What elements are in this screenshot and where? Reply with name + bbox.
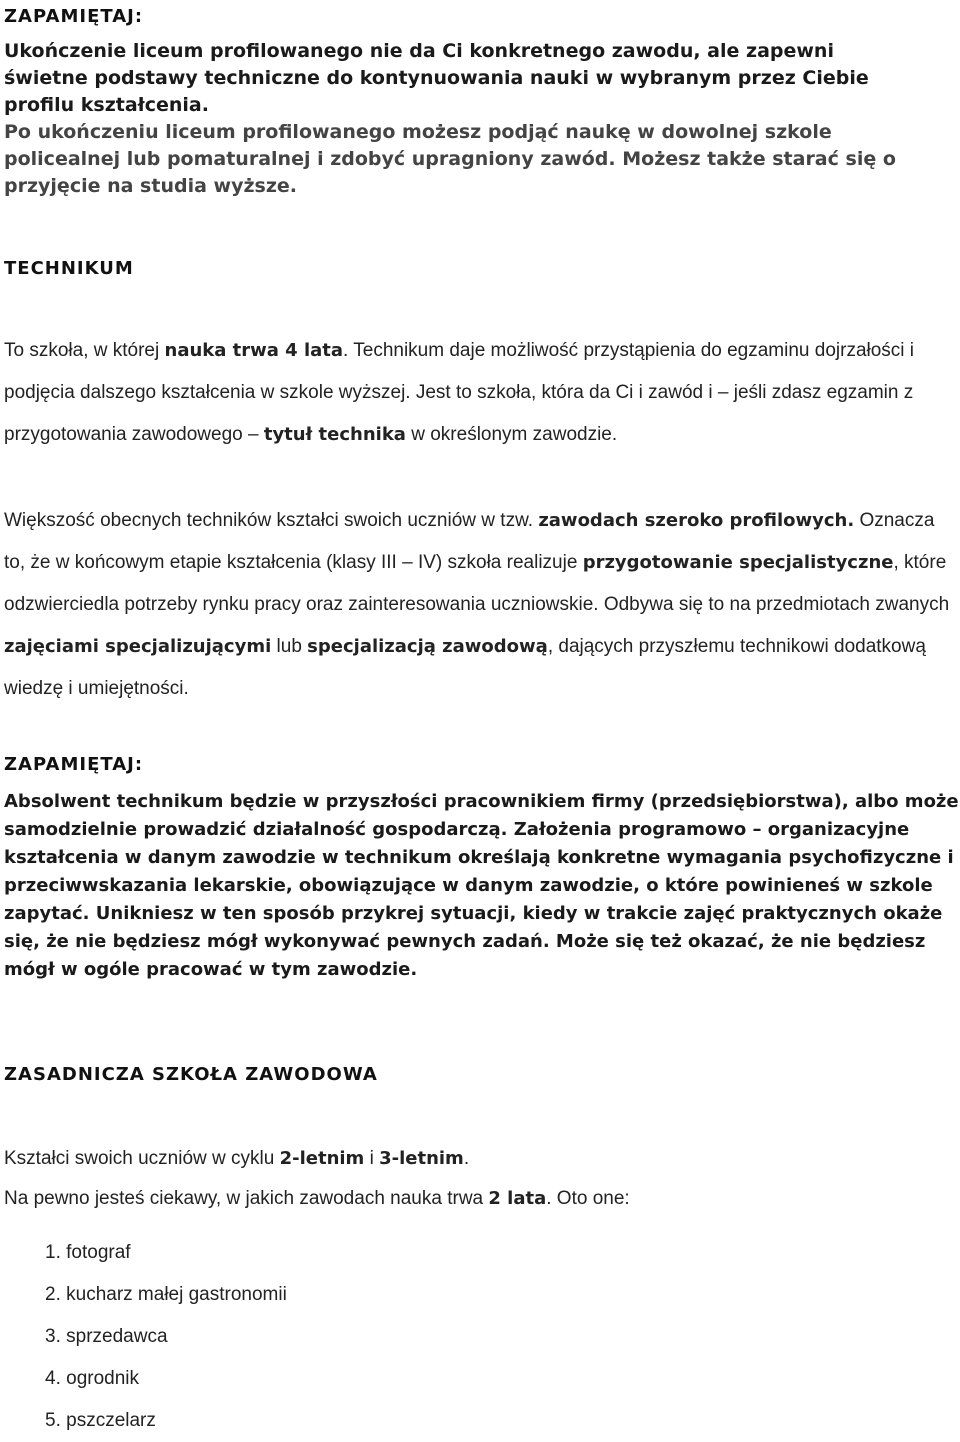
list-item: 5. pszczelarz: [45, 1410, 156, 1431]
remember-line: przyjęcie na studia wyższe.: [4, 175, 297, 197]
text-run: To szkoła, w której: [4, 340, 165, 361]
text-run: .: [463, 1148, 470, 1169]
text-run: , dających przyszłemu technikowi dodatkową wiedzę i umiejętności.: [4, 636, 926, 699]
text-run: , które odzwierciedla potrzeby rynku pracy oraz zainteresowania uczniowskie. Odbywa się to na przedmiotach zwanych: [4, 552, 950, 615]
emphasis-profile: zawodach szeroko profilowych.: [538, 510, 855, 531]
list-item: 3. sprzedawca: [45, 1326, 168, 1347]
emphasis-2-years: 2 lata: [488, 1188, 547, 1209]
remember-line: profilu kształcenia.: [4, 94, 209, 116]
remember-line: świetne podstawy techniczne do kontynuowania nauki w wybranym przez Ciebie: [4, 67, 869, 89]
emphasis-title: tytuł technika: [263, 424, 406, 445]
emphasis-classes: zajęciami specjalizującymi: [4, 636, 272, 657]
text-run: . Oto one:: [546, 1188, 630, 1209]
technikum-paragraph-1: [4, 330, 956, 456]
list-item: 1. fotograf: [45, 1242, 131, 1263]
emphasis-duration: nauka trwa 4 lata: [164, 340, 344, 361]
list-item: 4. ogrodnik: [45, 1368, 140, 1389]
text-run: Na pewno jesteś ciekawy, w jakich zawodach nauka trwa: [4, 1188, 489, 1209]
text-run: Większość obecnych techników kształci swoich uczniów w tzw.: [4, 510, 539, 531]
text-run: w określonym zawodzie.: [405, 424, 618, 445]
text-run: Kształci swoich uczniów w cyklu: [4, 1148, 280, 1169]
emphasis-2-year: 2-letnim: [279, 1148, 365, 1169]
text-run: i: [364, 1148, 380, 1169]
remember-heading-2: ZAPAMIĘTAJ:: [4, 754, 144, 775]
remember-text-2: Absolwent technikum będzie w przyszłości pracownikiem firmy (przedsiębiorstwa), albo może samodzielnie prowadzić działalność gospodarczą. Założenia programowo – organizacyjne kształcenia w danym zawodzie w technikum określają konkretne wymagania psychofizyczne i przeciwwskazania lekarskie, obowiązujące w danym zawodzie, o które powinieneś w szkole zapytać. Unikniesz w ten sposób przykrej sytuacji, kiedy w trakcie zajęć praktycznych okaże się, że nie będziesz mógł wykonywać pewnych zadań. Może się też okazać, że nie będziesz mógł w ogóle pracować w tym zawodzie.: [4, 791, 959, 980]
zsz-paragraph-1: [4, 1148, 469, 1170]
emphasis-specialization: specjalizacją zawodową: [307, 636, 548, 657]
technikum-paragraph-2: [4, 500, 956, 710]
emphasis-specialist: przygotowanie specjalistyczne: [582, 552, 894, 573]
zsz-paragraph-2: [4, 1188, 630, 1210]
text-run: . Technikum daje możliwość przystąpienia do egzaminu dojrzałości i podjęcia dalszego kształcenia w szkole wyższej. Jest to szkoła, która da Ci i zawód i – jeśli zdasz egzamin z przygotowania zawodowego –: [4, 340, 915, 445]
text-run: Oznacza to, że w końcowym etapie kształcenia (klasy III – IV) szkoła realizuje: [4, 510, 935, 573]
text-run: lub: [271, 636, 308, 657]
list-item: 2. kucharz małej gastronomii: [45, 1284, 287, 1305]
remember-line: Po ukończeniu liceum profilowanego możesz podjąć naukę w dowolnej szkole: [4, 121, 832, 143]
zsz-heading: ZASADNICZA SZKOŁA ZAWODOWA: [4, 1064, 378, 1085]
remember-heading-1: ZAPAMIĘTAJ:: [4, 6, 144, 27]
remember-text-1: [4, 38, 954, 200]
remember-line: policealnej lub pomaturalnej i zdobyć upragniony zawód. Możesz także starać się o: [4, 148, 896, 170]
profession-list: [45, 1232, 287, 1442]
technikum-heading: TECHNIKUM: [4, 258, 134, 279]
remember-line: Ukończenie liceum profilowanego nie da Ci konkretnego zawodu, ale zapewni: [4, 40, 834, 62]
emphasis-3-year: 3-letnim: [379, 1148, 464, 1169]
